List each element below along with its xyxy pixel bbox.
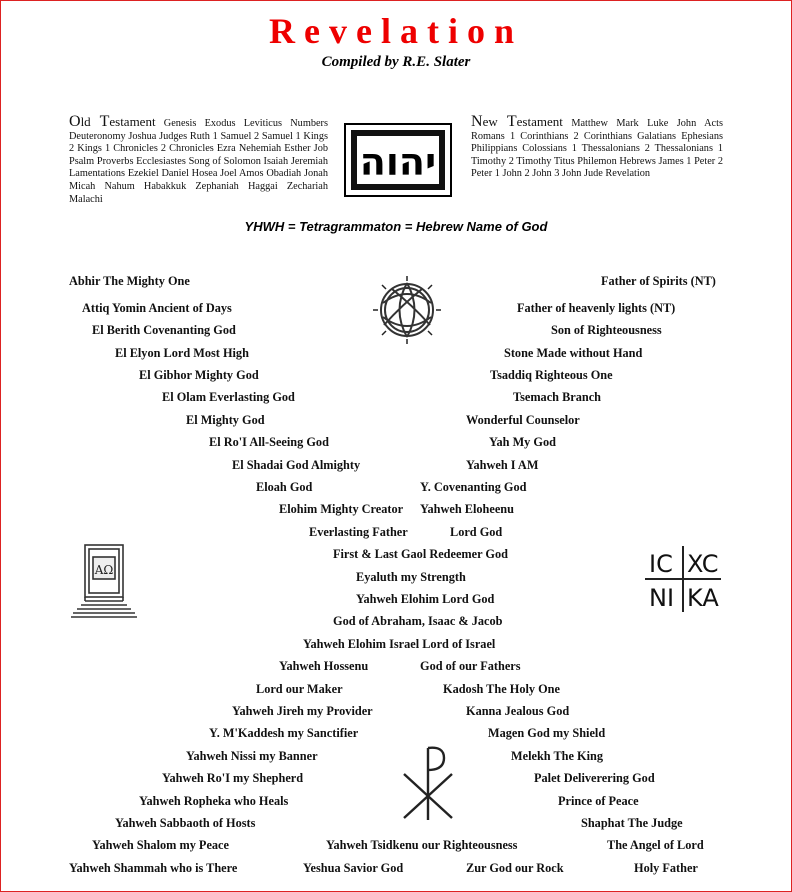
icxc-ni-text: NI bbox=[649, 584, 675, 612]
divine-name-left: Y. M'Kaddesh my Sanctifier bbox=[209, 726, 359, 740]
divine-name-left: First & Last Gaol Redeemer God bbox=[333, 547, 508, 561]
chi-rho-icon bbox=[400, 740, 456, 827]
divine-name-left: Abhir The Mighty One bbox=[69, 274, 190, 288]
divine-name-right: Son of Righteousness bbox=[551, 323, 662, 337]
divine-name-right: Tsaddiq Righteous One bbox=[490, 368, 613, 382]
divine-name-right: Father of heavenly lights (NT) bbox=[517, 301, 676, 315]
icxc-nika-cross-icon bbox=[645, 546, 721, 617]
icxc-ka-text: KA bbox=[687, 584, 719, 612]
yhwh-caption: YHWH = Tetragrammaton = Hebrew Name of God bbox=[244, 219, 548, 234]
divine-name-right: Palet Deliverering God bbox=[534, 771, 655, 785]
divine-name-left: El Mighty God bbox=[186, 413, 265, 427]
divine-name-left: Yahweh Sabbaoth of Hosts bbox=[115, 816, 256, 830]
page-subtitle: Compiled by R.E. Slater bbox=[321, 54, 471, 70]
yhwh-hebrew-emblem bbox=[344, 123, 452, 197]
divine-name-left: Eyaluth my Strength bbox=[356, 570, 466, 584]
new-testament-block: New Testament Matthew Mark Luke John Acts Romans 1 Corinthians 2 Corinthians Galatians Ephesians Philippians Colossians 1 Thessalonians 2 Thessalonians 1 Timothy 2 Timothy Titus Philemon Hebrews James 1 Peter 2 Peter 1 John 2 John 3 John Jude Revelation bbox=[471, 113, 723, 180]
divine-name-right: Kanna Jealous God bbox=[466, 704, 570, 718]
divine-name-left: El Berith Covenanting God bbox=[92, 323, 236, 337]
divine-name-left: Yahweh Shalom my Peace bbox=[92, 838, 229, 852]
yhwh-hebrew-text: יהוה bbox=[359, 140, 437, 184]
divine-name-left: Yahweh Elohim Israel Lord of Israel bbox=[303, 637, 496, 651]
divine-name-right: God of our Fathers bbox=[420, 659, 521, 673]
divine-name-right: Yahweh I AM bbox=[466, 458, 539, 472]
divine-name-bottom: Yahweh Tsidkenu our Righteousness bbox=[326, 838, 518, 852]
divine-name-right: Magen God my Shield bbox=[488, 726, 606, 740]
divine-name-left: El Gibhor Mighty God bbox=[139, 368, 259, 382]
divine-name-right: Father of Spirits (NT) bbox=[601, 274, 716, 288]
divine-name-left: Yahweh Nissi my Banner bbox=[186, 749, 318, 763]
divine-name-right: Kadosh The Holy One bbox=[443, 682, 560, 696]
crown-of-thorns-icon bbox=[372, 275, 442, 350]
divine-name-left: El Elyon Lord Most High bbox=[115, 346, 249, 360]
divine-name-right: Prince of Peace bbox=[558, 794, 639, 808]
divine-name-left: El Olam Everlasting God bbox=[162, 390, 295, 404]
divine-name-left: Yahweh Ro'I my Shepherd bbox=[162, 771, 304, 785]
icxc-xc-text: XC bbox=[687, 550, 719, 578]
divine-name-left: Elohim Mighty Creator bbox=[279, 502, 404, 516]
divine-name-left: Attiq Yomin Ancient of Days bbox=[82, 301, 232, 315]
divine-name-right: The Angel of Lord bbox=[607, 838, 704, 852]
divine-name-right: Yahweh Eloheenu bbox=[420, 502, 514, 516]
divine-name-left: Everlasting Father bbox=[309, 525, 408, 539]
divine-name-right: Y. Covenanting God bbox=[420, 480, 527, 494]
divine-name-left: Yahweh Shammah who is There bbox=[69, 861, 238, 875]
divine-name-left: El Ro'I All-Seeing God bbox=[209, 435, 329, 449]
divine-name-right: Melekh The King bbox=[511, 749, 604, 763]
divine-name-right: Stone Made without Hand bbox=[504, 346, 643, 360]
divine-name-right: Lord God bbox=[450, 525, 503, 539]
divine-name-left: Eloah God bbox=[256, 480, 313, 494]
divine-name-left: Yahweh Hossenu bbox=[279, 659, 369, 673]
divine-name-left: Yahweh Jireh my Provider bbox=[232, 704, 373, 718]
page-title: Revelation bbox=[269, 11, 523, 51]
old-testament-books: Genesis Exodus Leviticus Numbers Deuteronomy Joshua Judges Ruth 1 Samuel 2 Samuel 1 Kings 2 Kings 1 Chronicles 2 Chronicles Ezra Nehemiah Esther Job Psalm Proverbs Ecclesiastes Song of Solomon Isaiah Jeremiah Lamentations Ezekiel Daniel Hosea Joel Amos Obadiah Jonah Micah Nahum Habakkuk Zephaniah Haggai Zechariah Malachi bbox=[69, 118, 328, 205]
divine-name-left: Yahweh Ropheka who Heals bbox=[139, 794, 289, 808]
divine-name-right: Holy Father bbox=[634, 861, 698, 875]
divine-name-left: El Shadai God Almighty bbox=[232, 458, 361, 472]
old-testament-block: Old Testament Genesis Exodus Leviticus Numbers Deuteronomy Joshua Judges Ruth 1 Samuel 2 Samuel 1 Kings 2 Kings 1 Chronicles 2 Chronicles Ezra Nehemiah Esther Job Psalm Proverbs Ecclesiastes Song of Solomon Isaiah Jeremiah Lamentations Ezekiel Daniel Hosea Joel Amos Obadiah Jonah Micah Nahum Habakkuk Zephaniah Haggai Zechariah Malachi bbox=[69, 113, 328, 205]
divine-name-right: Yah My God bbox=[489, 435, 556, 449]
divine-name-bottom: Zur God our Rock bbox=[466, 861, 564, 875]
new-testament-books: Matthew Mark Luke John Acts Romans 1 Corinthians 2 Corinthians Galatians Ephesians Philippians Colossians 1 Thessalonians 2 Thessalonians 1 Timothy 2 Timothy Titus Philemon Hebrews James 1 Peter 2 Peter 1 John 2 John 3 John Jude Revelation bbox=[471, 118, 723, 180]
divine-name-right: Tsemach Branch bbox=[513, 390, 602, 404]
divine-name-right: Shaphat The Judge bbox=[581, 816, 683, 830]
divine-name-right: Wonderful Counselor bbox=[466, 413, 580, 427]
divine-name-left: Yahweh Elohim Lord God bbox=[356, 592, 495, 606]
alpha-omega-text: AΩ bbox=[94, 563, 114, 577]
divine-name-bottom: Yeshua Savior God bbox=[303, 861, 404, 875]
divine-name-left: God of Abraham, Isaac & Jacob bbox=[333, 614, 503, 628]
altar-alpha-omega-icon bbox=[70, 543, 140, 624]
icxc-ic-text: IC bbox=[649, 550, 673, 578]
divine-name-left: Lord our Maker bbox=[256, 682, 343, 696]
